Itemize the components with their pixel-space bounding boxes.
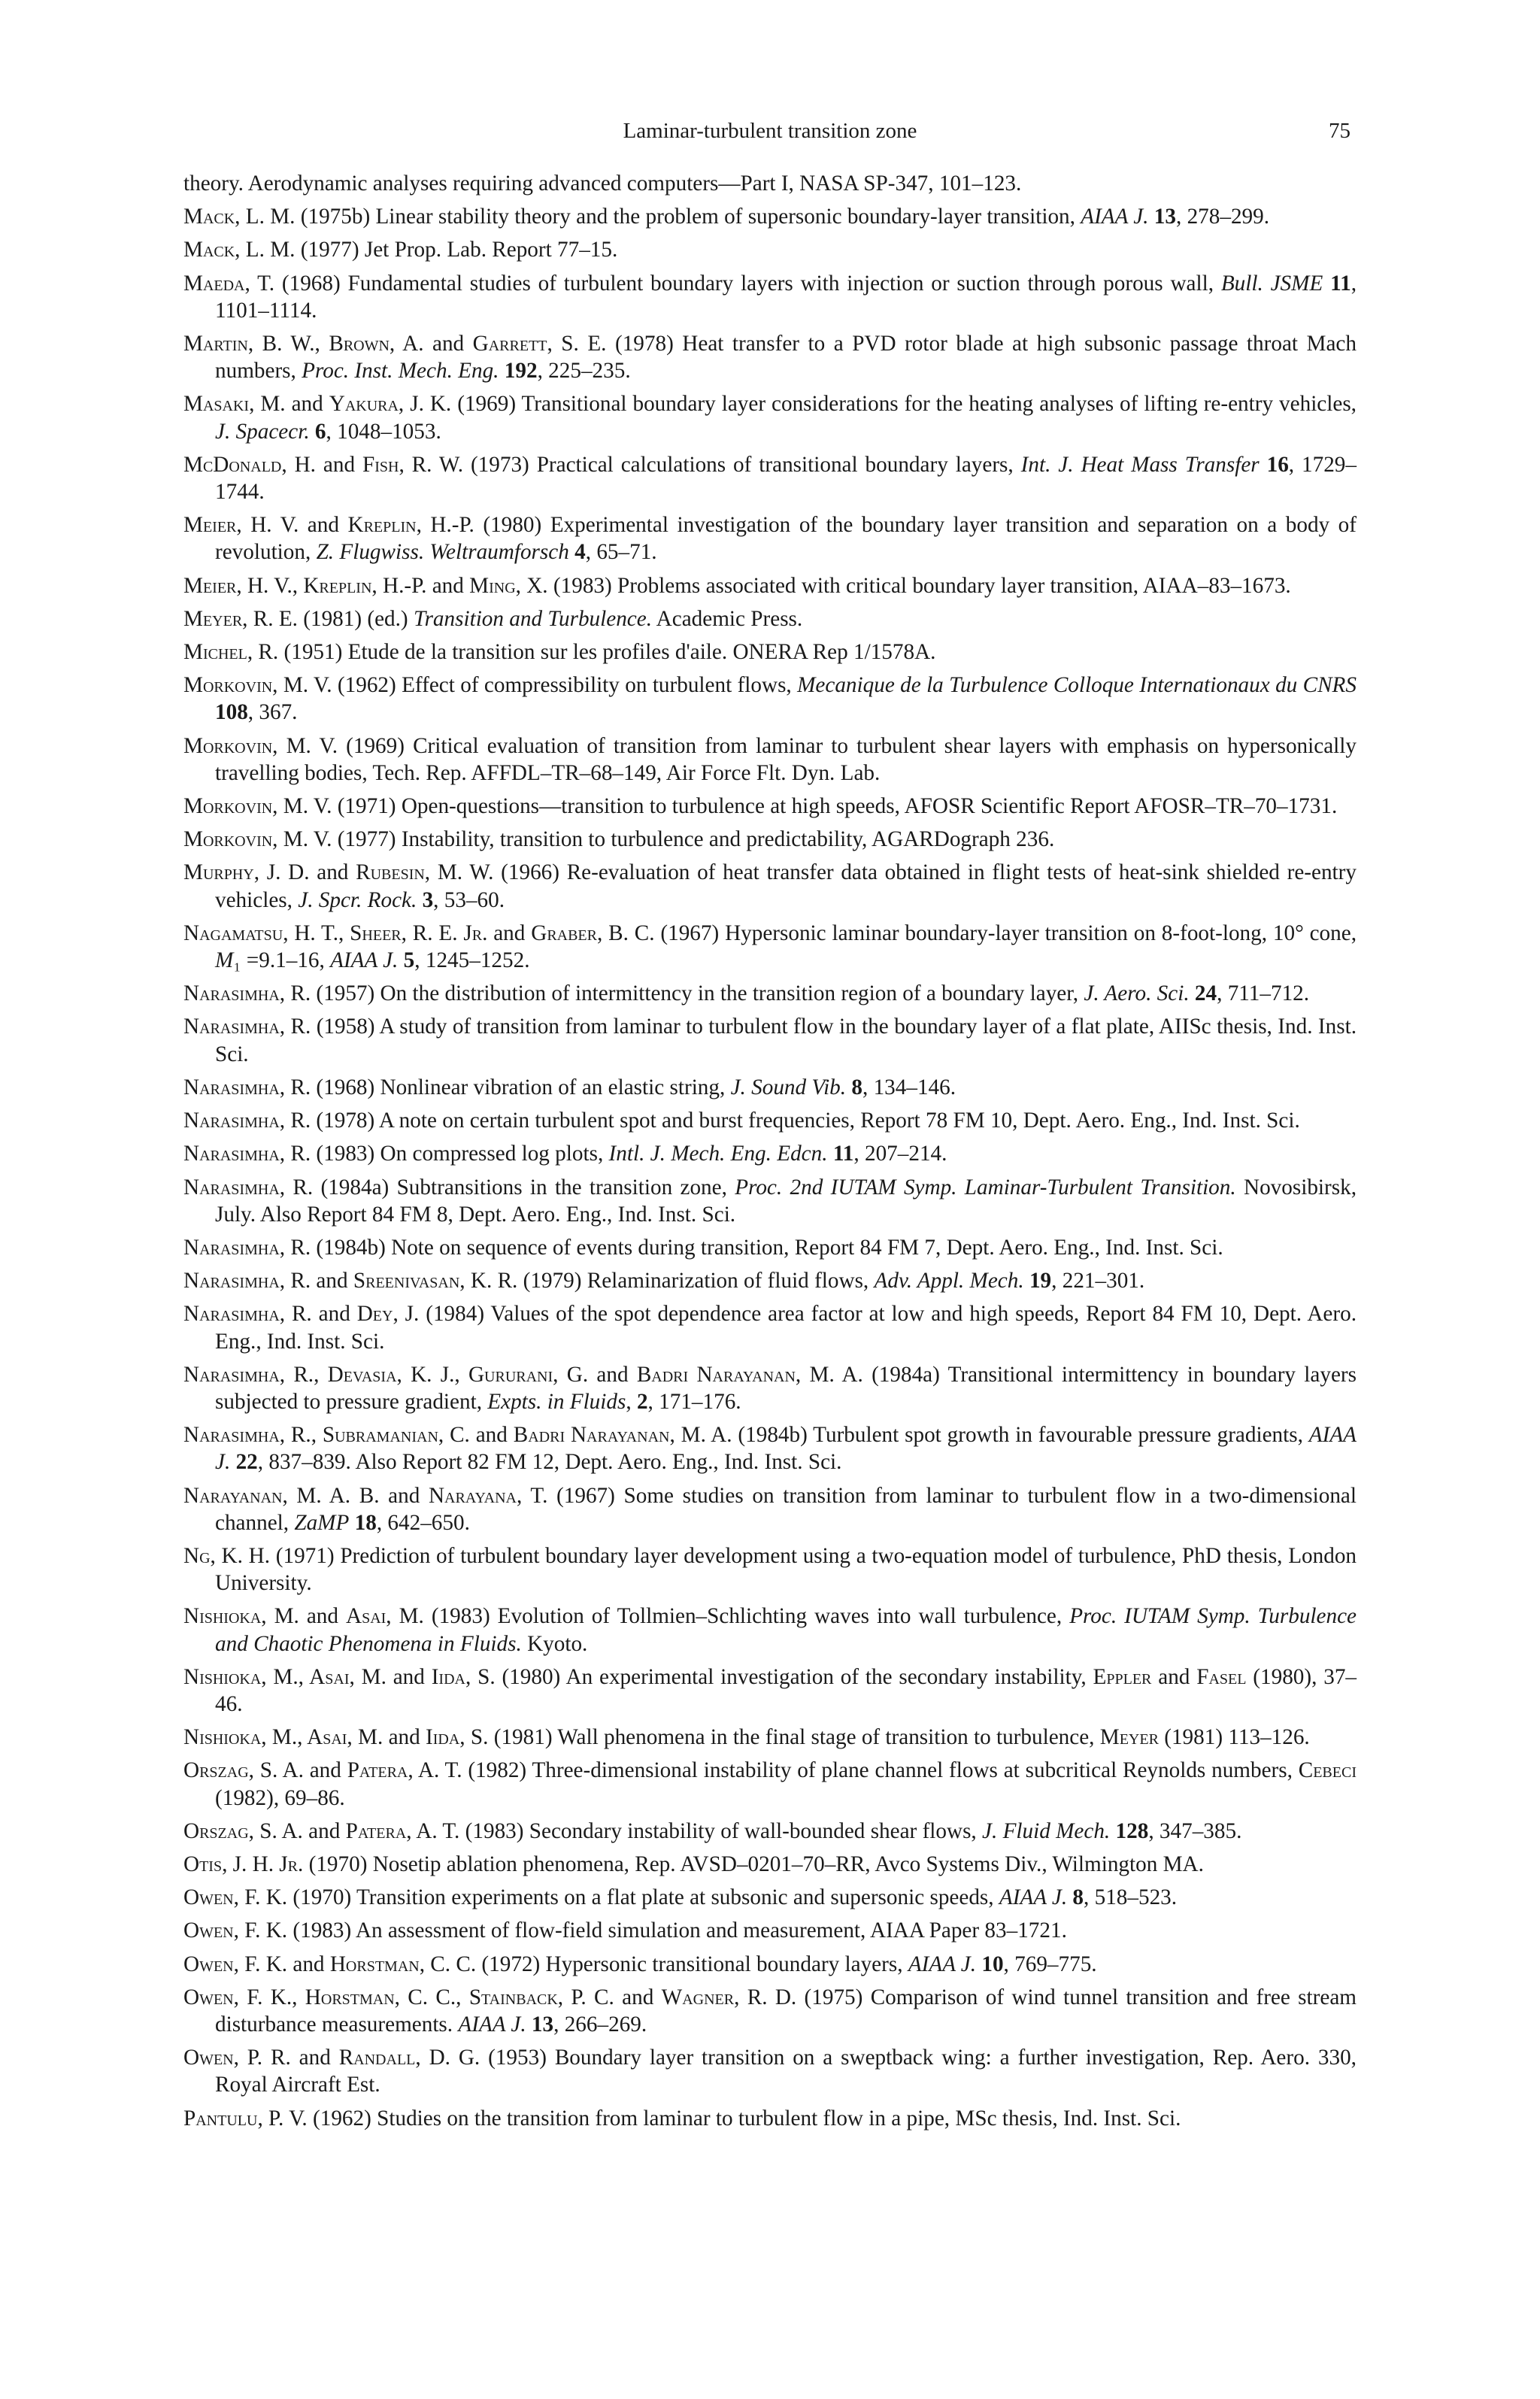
reference-author: Narasimha, R. (183, 1269, 311, 1294)
reference-text: and (311, 1302, 357, 1327)
reference-source: J. Aero. Sci. (1084, 981, 1190, 1006)
reference-author: Narasimha, R. (183, 1302, 312, 1327)
reference-text: (1977) Jet Prop. Lab. Report 77–15. (295, 238, 618, 262)
reference-author: Nagamatsu, H. T., Sheer, R. E. Jr. (183, 920, 488, 945)
reference-entry (183, 826, 1357, 853)
reference-author: Narasimha, R. (183, 1014, 311, 1039)
reference-text: (1982) Three-dimensional instability of plane channel flows at subcritical Reynolds numbers, (462, 1758, 1299, 1783)
reference-text: (1984b) Turbulent spot growth in favourable pressure gradients, (732, 1423, 1309, 1448)
reference-author: Graber, B. C. (531, 920, 655, 945)
reference-text: and (290, 2046, 339, 2070)
reference-author: Maeda, T. (183, 271, 275, 296)
reference-author: Narasimha, R. (183, 1235, 311, 1260)
reference-entry (183, 1234, 1357, 1261)
reference-text: and (469, 1423, 514, 1448)
reference-entry (183, 270, 1357, 324)
reference-text: (1970) Transition experiments on a flat plate at subsonic and supersonic speeds, (287, 1885, 999, 1910)
reference-text: (1977) Instability, transition to turbulence and predictability, AGARDograph 236. (332, 827, 1055, 852)
reference-entry (183, 1300, 1357, 1354)
reference-text: , 207–214. (853, 1142, 947, 1166)
reference-author: Narasimha, R., Devasia, K. J., Gururani, G. (183, 1362, 589, 1387)
reference-source: Mecanique de la Turbulence Colloque Internationaux du CNRS (797, 673, 1357, 698)
reference-entry (183, 1482, 1357, 1536)
reference-text: (1983) Problems associated with critical boundary layer transition, AIAA–83–1673. (547, 573, 1291, 598)
reference-text: (1972) Hypersonic transitional boundary layers, (476, 1952, 908, 1976)
reference-entry (183, 1140, 1357, 1167)
reference-text: (1979) Relaminarization of fluid flows, (517, 1269, 875, 1294)
reference-volume: 3 (422, 887, 434, 912)
reference-author: Narayana, T. (428, 1483, 548, 1508)
reference-text: (1957) On the distribution of intermittency in the transition region of a boundary layer, (311, 981, 1084, 1006)
reference-author: Narasimha, R. (183, 1109, 311, 1133)
reference-text: and (1151, 1664, 1197, 1689)
reference-entry (183, 330, 1357, 384)
reference-text: (1980) Experimental investigation of the boundary layer transition and separation on a body of revolution, (215, 513, 1357, 565)
reference-author: Iida, S. (431, 1664, 496, 1689)
reference-text (828, 1142, 833, 1166)
reference-source: J. Fluid Mech. (982, 1818, 1111, 1843)
reference-text: , 65–71. (585, 540, 657, 565)
reference-author: Owen, F. K. (183, 1918, 288, 1943)
reference-author: Narasimha, R. (183, 1175, 314, 1200)
reference-text: , (626, 1389, 637, 1414)
reference-text (499, 359, 504, 383)
reference-author: Mack, L. M. (183, 238, 296, 262)
reference-text: (1966) Re-evaluation of heat transfer data obtained in flight tests of heat-sink shielded re-entry vehicles, (215, 860, 1357, 912)
reference-text: (1968) Nonlinear vibration of an elastic string, (311, 1075, 731, 1099)
reference-author: Patera, A. T. (345, 1818, 460, 1843)
reference-text: and (302, 1818, 346, 1843)
reference-entry (183, 1851, 1357, 1878)
reference-source: J. Sound Vib. (730, 1075, 847, 1099)
reference-author: Narasimha, R., Subramanian, C. (183, 1423, 470, 1448)
reference-author: Kreplin, H.-P. (347, 513, 474, 538)
reference-list (183, 170, 1357, 2138)
reference-text (398, 948, 403, 972)
reference-text: , 1729–1744. (215, 452, 1357, 505)
reference-author: Meier, H. V. (183, 513, 299, 538)
reference-volume: 24 (1194, 981, 1217, 1006)
page-number: 75 (1329, 119, 1351, 143)
reference-text: (1967) Hypersonic laminar boundary-layer transition on 8-foot-long, 10° cone, (654, 920, 1357, 945)
reference-text: , 642–650. (376, 1510, 470, 1535)
reference-source: J. Spcr. Rock. (298, 887, 417, 912)
reference-text: (1983) Secondary instability of wall-bounded shear flows, (459, 1818, 983, 1843)
reference-text: , 367. (247, 700, 298, 725)
reference-author: Morkovin, M. V. (183, 827, 332, 852)
reference-text: , 1245–1252. (414, 948, 530, 973)
reference-author: Fasel (1196, 1664, 1247, 1689)
reference-text: , 278–299. (1175, 205, 1270, 229)
reference-volume: 128 (1115, 1818, 1149, 1843)
reference-text: , 266–269. (553, 2012, 647, 2037)
reference-entry (183, 1421, 1357, 1475)
reference-text: Novosibirsk, July. Also Report 84 FM 8, Dept. Aero. Eng., Ind. Inst. Sci. (215, 1175, 1357, 1227)
reference-author: Nishioka, M., Asai, M. (183, 1725, 383, 1750)
reference-text: and (379, 1483, 429, 1508)
reference-author: Badri Narayanan, M. A. (636, 1362, 863, 1387)
reference-author: Orszag, S. A. (183, 1758, 304, 1783)
reference-author: Pantulu, P. V. (183, 2106, 308, 2131)
reference-entry (183, 1664, 1357, 1718)
reference-text: and (588, 1362, 637, 1387)
reference-source: AIAA J. (215, 1423, 1357, 1475)
reference-text: (1953) Boundary layer transition on a sweptback wing: a further investigation, Rep. Aero. 330, Royal Aircraft Est. (215, 2046, 1357, 2097)
reference-text: (1981) (ed.) (297, 606, 414, 631)
reference-text: and (311, 1269, 353, 1294)
reference-volume: 8 (851, 1075, 862, 1099)
reference-source: Int. J. Heat Mass Transfer (1020, 452, 1260, 477)
reference-text: (1970) Nosetip ablation phenomena, Rep. AVSD–0201–70–RR, Avco Systems Div., Wilmington MA. (303, 1852, 1204, 1876)
reference-source: Intl. J. Mech. Eng. Edcn. (608, 1142, 828, 1166)
reference-author: Martin, B. W., Brown, A. (183, 332, 424, 356)
reference-text: (1969) Critical evaluation of transition from laminar to turbulent shear layers with emphasis on hypersonically travelling bodies, Tech. Rep. AFFDL–TR–68–149, Air Force Flt. Dyn. Lab. (215, 733, 1357, 785)
reference-entry (183, 1917, 1357, 1944)
reference-author: Morkovin, M. V. (183, 673, 332, 698)
reference-text: (1980), 37–46. (215, 1664, 1357, 1716)
reference-author: Owen, P. R. (183, 2046, 291, 2070)
reference-text: (1982), 69–86. (215, 1785, 345, 1810)
reference-text (310, 420, 315, 444)
reference-text: , 837–839. Also Report 82 FM 12, Dept. Aero. Eng., Ind. Inst. Sci. (257, 1450, 842, 1475)
reference-text: , 347–385. (1148, 1818, 1242, 1843)
reference-entry (183, 511, 1357, 566)
running-title: Laminar-turbulent transition zone (623, 119, 917, 143)
reference-author: Murphy, J. D. (183, 860, 310, 885)
reference-source: AIAA J. (1081, 205, 1149, 229)
reference-author: Masaki, M. (183, 392, 286, 417)
reference-text: (1962) Effect of compressibility on turbulent flows, (332, 673, 798, 698)
reference-author: Horstman, C. C. (329, 1952, 477, 1976)
reference-entry (183, 1174, 1357, 1228)
reference-text: , 769–775. (1003, 1952, 1097, 1976)
reference-text (1148, 205, 1153, 229)
reference-entry (183, 1951, 1357, 1978)
reference-entry (183, 980, 1357, 1007)
reference-text: , 53–60. (433, 887, 505, 912)
reference-source: AIAA J. (908, 1952, 977, 1976)
reference-text: (1983) Evolution of Tollmien–Schlichting waves into wall turbulence, (423, 1604, 1070, 1629)
reference-author: Yakura, J. K. (329, 392, 452, 417)
reference-author: Randall, D. G. (338, 2046, 480, 2070)
reference-author: Narasimha, R. (183, 1075, 311, 1099)
reference-author: Cebeci (1298, 1758, 1357, 1783)
reference-entry (183, 1074, 1357, 1101)
reference-text: (1968) Fundamental studies of turbulent boundary layers with injection or suction through porous wall, (274, 271, 1221, 296)
reference-author: Narasimha, R. (183, 981, 311, 1006)
reference-author: Otis, J. H. Jr. (183, 1852, 304, 1876)
reference-volume: 10 (981, 1952, 1004, 1976)
reference-volume: 11 (1330, 271, 1351, 296)
reference-volume: 2 (636, 1389, 648, 1414)
reference-author: Garrett, S. E. (472, 332, 607, 356)
reference-author: Orszag, S. A. (183, 1818, 303, 1843)
reference-volume: 18 (354, 1510, 377, 1535)
reference-text (417, 888, 422, 912)
reference-entry (183, 1884, 1357, 1911)
reference-text: (1981) 113–126. (1158, 1725, 1310, 1750)
reference-entry (183, 1267, 1357, 1294)
reference-volume: 19 (1029, 1269, 1052, 1294)
reference-text: , 711–712. (1217, 981, 1310, 1006)
reference-entry (183, 793, 1357, 820)
reference-source: M (215, 948, 234, 973)
reference-entry (183, 1603, 1357, 1657)
reference-volume: 13 (531, 2012, 554, 2037)
reference-text: , 518–523. (1084, 1885, 1178, 1910)
reference-author: Dey, J. (356, 1302, 420, 1327)
reference-entry (183, 236, 1357, 263)
reference-entry (183, 1757, 1357, 1811)
reference-entry (183, 390, 1357, 444)
reference-text: (1973) Practical calculations of transitional boundary layers, (463, 452, 1021, 477)
reference-text: theory. Aerodynamic analyses requiring advanced computers—Part I, NASA SP-347, 101–123. (183, 171, 1022, 196)
reference-entry (183, 859, 1357, 913)
reference-source: AIAA J. (330, 948, 399, 973)
reference-text (1190, 981, 1195, 1005)
reference-text: and (423, 332, 473, 356)
reference-text: and (386, 1664, 432, 1689)
reference-volume: 13 (1153, 205, 1176, 229)
reference-entry (183, 638, 1357, 666)
reference-author: McDonald, H. (183, 452, 316, 477)
reference-entry (183, 572, 1357, 599)
reference-entry (183, 170, 1357, 197)
reference-author: Michel, R. (183, 640, 279, 665)
reference-text: (1984a) Subtransitions in the transition zone, (313, 1175, 735, 1200)
reference-author: Iida, S. (426, 1725, 489, 1750)
reference-author: Morkovin, M. V. (183, 733, 338, 758)
reference-text: (1975b) Linear stability theory and the problem of supersonic boundary-layer transition, (295, 205, 1081, 229)
reference-text (1323, 271, 1330, 296)
reference-text: and (285, 392, 329, 417)
reference-source: Proc. Inst. Mech. Eng. (302, 359, 499, 384)
reference-source: Adv. Appl. Mech. (874, 1269, 1024, 1294)
reference-text: and (287, 1952, 330, 1976)
reference-author: Mack, L. M. (183, 205, 296, 229)
reference-text: (1975) Comparison of wind tunnel transition and free stream disturbance measurements. (215, 1985, 1357, 2037)
reference-author: Meier, H. V., Kreplin, H.-P. (183, 573, 427, 598)
reference-source: J. Spacecr. (215, 419, 310, 444)
reference-text: (1981) Wall phenomena in the final stage of transition to turbulence, (488, 1725, 1100, 1750)
reference-source: Expts. in Fluids (487, 1389, 626, 1414)
reference-source: ZaMP (294, 1510, 350, 1535)
reference-text: , 225–235. (537, 359, 631, 384)
reference-text: and (315, 452, 362, 477)
reference-volume: 16 (1266, 452, 1289, 477)
reference-entry (183, 1107, 1357, 1134)
reference-text: (1984a) Transitional intermittency in boundary layers subjected to pressure gradient, (215, 1362, 1357, 1414)
reference-text: (1958) A study of transition from laminar to turbulent flow in the boundary layer of a flat plate, AIISc thesis, Ind. Inst. Sci. (215, 1014, 1357, 1066)
reference-text: (1984) Values of the spot dependence area factor at low and high speeds, Report 84 FM 10, Dept. Aero. Eng., Ind. Inst. Sci. (215, 1302, 1357, 1354)
reference-source: AIAA J. (999, 1885, 1068, 1910)
reference-author: Sreenivasan, K. R. (353, 1269, 518, 1294)
reference-author: Owen, F. K. (183, 1952, 288, 1976)
reference-text: Academic Press. (652, 606, 803, 631)
reference-author: Nishioka, M. (183, 1604, 299, 1629)
reference-text: (1978) Heat transfer to a PVD rotor blade at high subsonic passage throat Mach numbers, (215, 332, 1357, 384)
reference-author: Badri Narayanan, M. A. (513, 1423, 732, 1448)
reference-author: Ng, K. H. (183, 1543, 271, 1568)
reference-entry (183, 732, 1357, 787)
reference-source: Transition and Turbulence. (413, 606, 652, 631)
reference-author: Eppler (1093, 1664, 1152, 1689)
reference-author: Narayanan, M. A. B. (183, 1483, 380, 1508)
reference-text: (1969) Transitional boundary layer considerations for the heating analyses of lifting re-entry vehicles, (451, 392, 1357, 417)
reference-author: Morkovin, M. V. (183, 794, 332, 819)
reference-source: Z. Flugwiss. Weltraumforsch (316, 540, 569, 565)
reference-text: and (303, 1758, 347, 1783)
reference-entry (183, 605, 1357, 632)
reference-entry (183, 672, 1357, 726)
reference-text: (1971) Open-questions—transition to turbulence at high speeds, AFOSR Scientific Report AFOSR–TR–70–1731. (332, 794, 1338, 819)
reference-author: Owen, F. K., Horstman, C. C., Stainback, P. C. (183, 1985, 614, 2009)
reference-text (230, 1450, 235, 1474)
reference-author: Narasimha, R. (183, 1142, 311, 1166)
running-header (183, 119, 1357, 152)
reference-entry (183, 1013, 1357, 1067)
reference-text: and (614, 1985, 662, 2009)
reference-text: (1980) An experimental investigation of the secondary instability, (495, 1664, 1093, 1689)
reference-author: Wagner, R. D. (661, 1985, 797, 2009)
reference-text: (1983) On compressed log plots, (311, 1142, 609, 1166)
reference-text (526, 2012, 532, 2037)
reference-entry (183, 2044, 1357, 2098)
reference-volume: 8 (1072, 1885, 1084, 1910)
reference-entry (183, 1984, 1357, 2038)
reference-author: Meyer (1099, 1725, 1159, 1750)
reference-text: , 134–146. (862, 1075, 956, 1099)
reference-source: Proc. 2nd IUTAM Symp. Laminar-Turbulent Transition. (735, 1175, 1236, 1200)
reference-text: and (426, 573, 470, 598)
reference-volume: 5 (403, 948, 415, 973)
reference-entry (183, 451, 1357, 505)
reference-text: (1984b) Note on sequence of events during transition, Report 84 FM 7, Dept. Aero. Eng., Ind. Inst. Sci. (311, 1235, 1223, 1260)
reference-volume: 22 (235, 1450, 258, 1475)
reference-entry (183, 1361, 1357, 1415)
reference-text: (1983) An assessment of flow-field simulation and measurement, AIAA Paper 83–1721. (287, 1918, 1067, 1943)
reference-text (349, 1511, 354, 1535)
reference-volume: 192 (504, 359, 538, 384)
reference-text: (1971) Prediction of turbulent boundary layer development using a two-equation model of turbulence, PhD thesis, London University. (215, 1543, 1357, 1596)
reference-text: (1962) Studies on the transition from laminar to turbulent flow in a pipe, MSc thesis, Ind. Inst. Sci. (307, 2106, 1181, 2131)
reference-text: (1951) Etude de la transition sur les profiles d'aile. ONERA Rep 1/1578A. (278, 640, 936, 665)
reference-author: Patera, A. T. (347, 1758, 462, 1783)
reference-volume: 4 (574, 540, 586, 565)
reference-volume: 108 (215, 700, 248, 725)
reference-entry (183, 920, 1357, 974)
reference-text: , 221–301. (1051, 1269, 1145, 1294)
reference-text: and (299, 1604, 346, 1629)
reference-volume: 11 (832, 1142, 854, 1166)
reference-volume: 6 (314, 419, 326, 444)
reference-entry (183, 1818, 1357, 1845)
reference-author: Rubesin, M. W. (356, 860, 494, 885)
reference-text: and (299, 513, 348, 538)
reference-text (1260, 453, 1267, 477)
reference-text: , 171–176. (647, 1389, 741, 1414)
reference-entry (183, 2105, 1357, 2132)
reference-text (1024, 1269, 1029, 1293)
reference-author: Meyer, R. E. (183, 606, 298, 631)
reference-text: Kyoto. (521, 1631, 588, 1656)
reference-entry (183, 203, 1357, 230)
reference-text: (1978) A note on certain turbulent spot and burst frequencies, Report 78 FM 10, Dept. Aero. Eng., Ind. Inst. Sci. (311, 1109, 1300, 1133)
reference-source: AIAA J. (458, 2012, 526, 2037)
reference-author: Ming, X. (469, 573, 548, 598)
reference-text: and (309, 860, 356, 885)
reference-text (1110, 1819, 1115, 1843)
reference-author: Nishioka, M., Asai, M. (183, 1664, 387, 1689)
reference-source: Proc. IUTAM Symp. Turbulence and Chaotic Phenomena in Fluids. (215, 1604, 1357, 1656)
reference-text: and (487, 920, 532, 945)
reference-entry (183, 1542, 1357, 1597)
reference-text: , 1048–1053. (326, 419, 441, 444)
reference-author: Owen, F. K. (183, 1885, 288, 1910)
reference-author: Fish, R. W. (362, 452, 464, 477)
reference-text: (1967) Some studies on transition from laminar to turbulent flow in a two-dimensional channel, (215, 1483, 1357, 1535)
reference-entry (183, 1724, 1357, 1751)
reference-text: ₁ =9.1–16, (233, 948, 331, 973)
reference-source: Bull. JSME (1220, 271, 1323, 296)
reference-text: and (383, 1725, 426, 1750)
reference-text: , 1101–1114. (215, 271, 1357, 323)
reference-author: Asai, M. (346, 1604, 424, 1629)
